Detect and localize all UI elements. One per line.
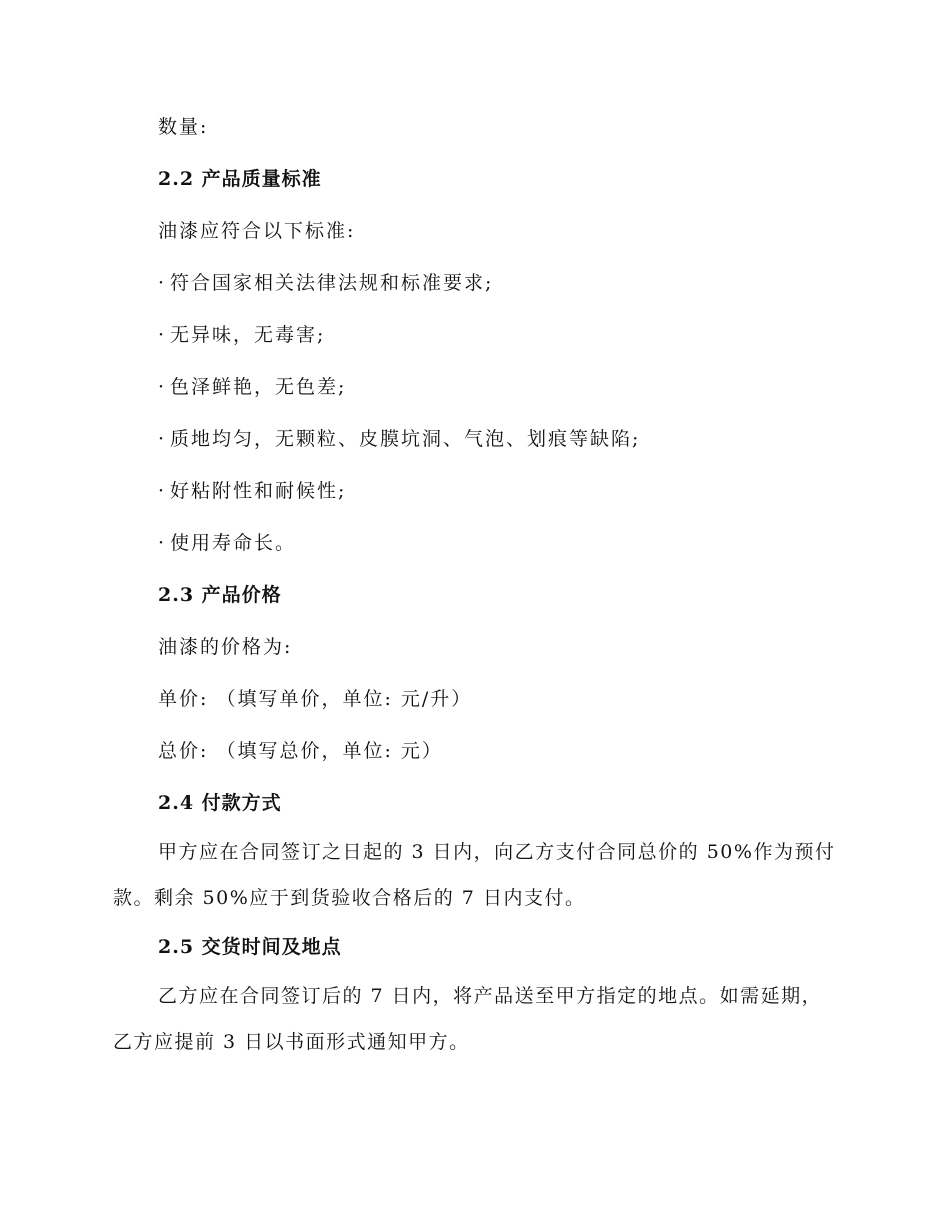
quality-bullet xyxy=(158,271,493,295)
section-2-5-body: 乙方应在合同签订后的 7 日内，将产品送至甲方指定的地点。如需延期，乙方应提前 3 日以书面形式通知甲方。 xyxy=(113,985,823,1053)
bullet-text: 好粘附性和耐候性; xyxy=(170,480,347,502)
section-2-4-heading: 2.4 付款方式 xyxy=(158,792,282,814)
bullet-text: 符合国家相关法律法规和标准要求; xyxy=(170,272,494,294)
bullet-dot-icon: · xyxy=(158,532,167,554)
bullet-text: 色泽鲜艳，无色差; xyxy=(170,376,347,398)
bullet-text: 无异味，无毒害; xyxy=(170,324,326,346)
bullet-dot-icon: · xyxy=(158,272,167,294)
section-2-2-intro: 油漆应符合以下标准: xyxy=(158,220,356,242)
bullet-dot-icon: · xyxy=(158,480,167,502)
bullet-dot-icon: · xyxy=(158,324,167,346)
section-2-4-body: 甲方应在合同签订之日起的 3 日内，向乙方支付合同总价的 50%作为预付款。剩余 50%应于到货验收合格后的 7 日内支付。 xyxy=(113,841,836,909)
bullet-dot-icon: · xyxy=(158,376,167,398)
bullet-dot-icon: · xyxy=(158,428,167,450)
quality-bullet xyxy=(158,375,346,399)
unit-price-line: 单价: （填写单价，单位: 元/升） xyxy=(158,688,473,710)
section-2-2-heading: 2.2 产品质量标准 xyxy=(158,168,322,190)
bullet-text: 使用寿命长。 xyxy=(170,532,297,554)
quality-bullet xyxy=(158,323,325,347)
quality-bullet xyxy=(158,531,296,555)
section-2-5-heading: 2.5 交货时间及地点 xyxy=(158,936,342,958)
quantity-label: 数量: xyxy=(158,116,209,138)
section-2-3-intro: 油漆的价格为: xyxy=(158,636,293,658)
bullet-text: 质地均匀，无颗粒、皮膜坑洞、气泡、划痕等缺陷; xyxy=(170,428,641,450)
section-2-3-heading: 2.3 产品价格 xyxy=(158,584,282,606)
total-price-line: 总价: （填写总价，单位: 元） xyxy=(158,740,443,762)
quality-bullet xyxy=(158,479,346,503)
quality-bullet xyxy=(158,427,640,451)
